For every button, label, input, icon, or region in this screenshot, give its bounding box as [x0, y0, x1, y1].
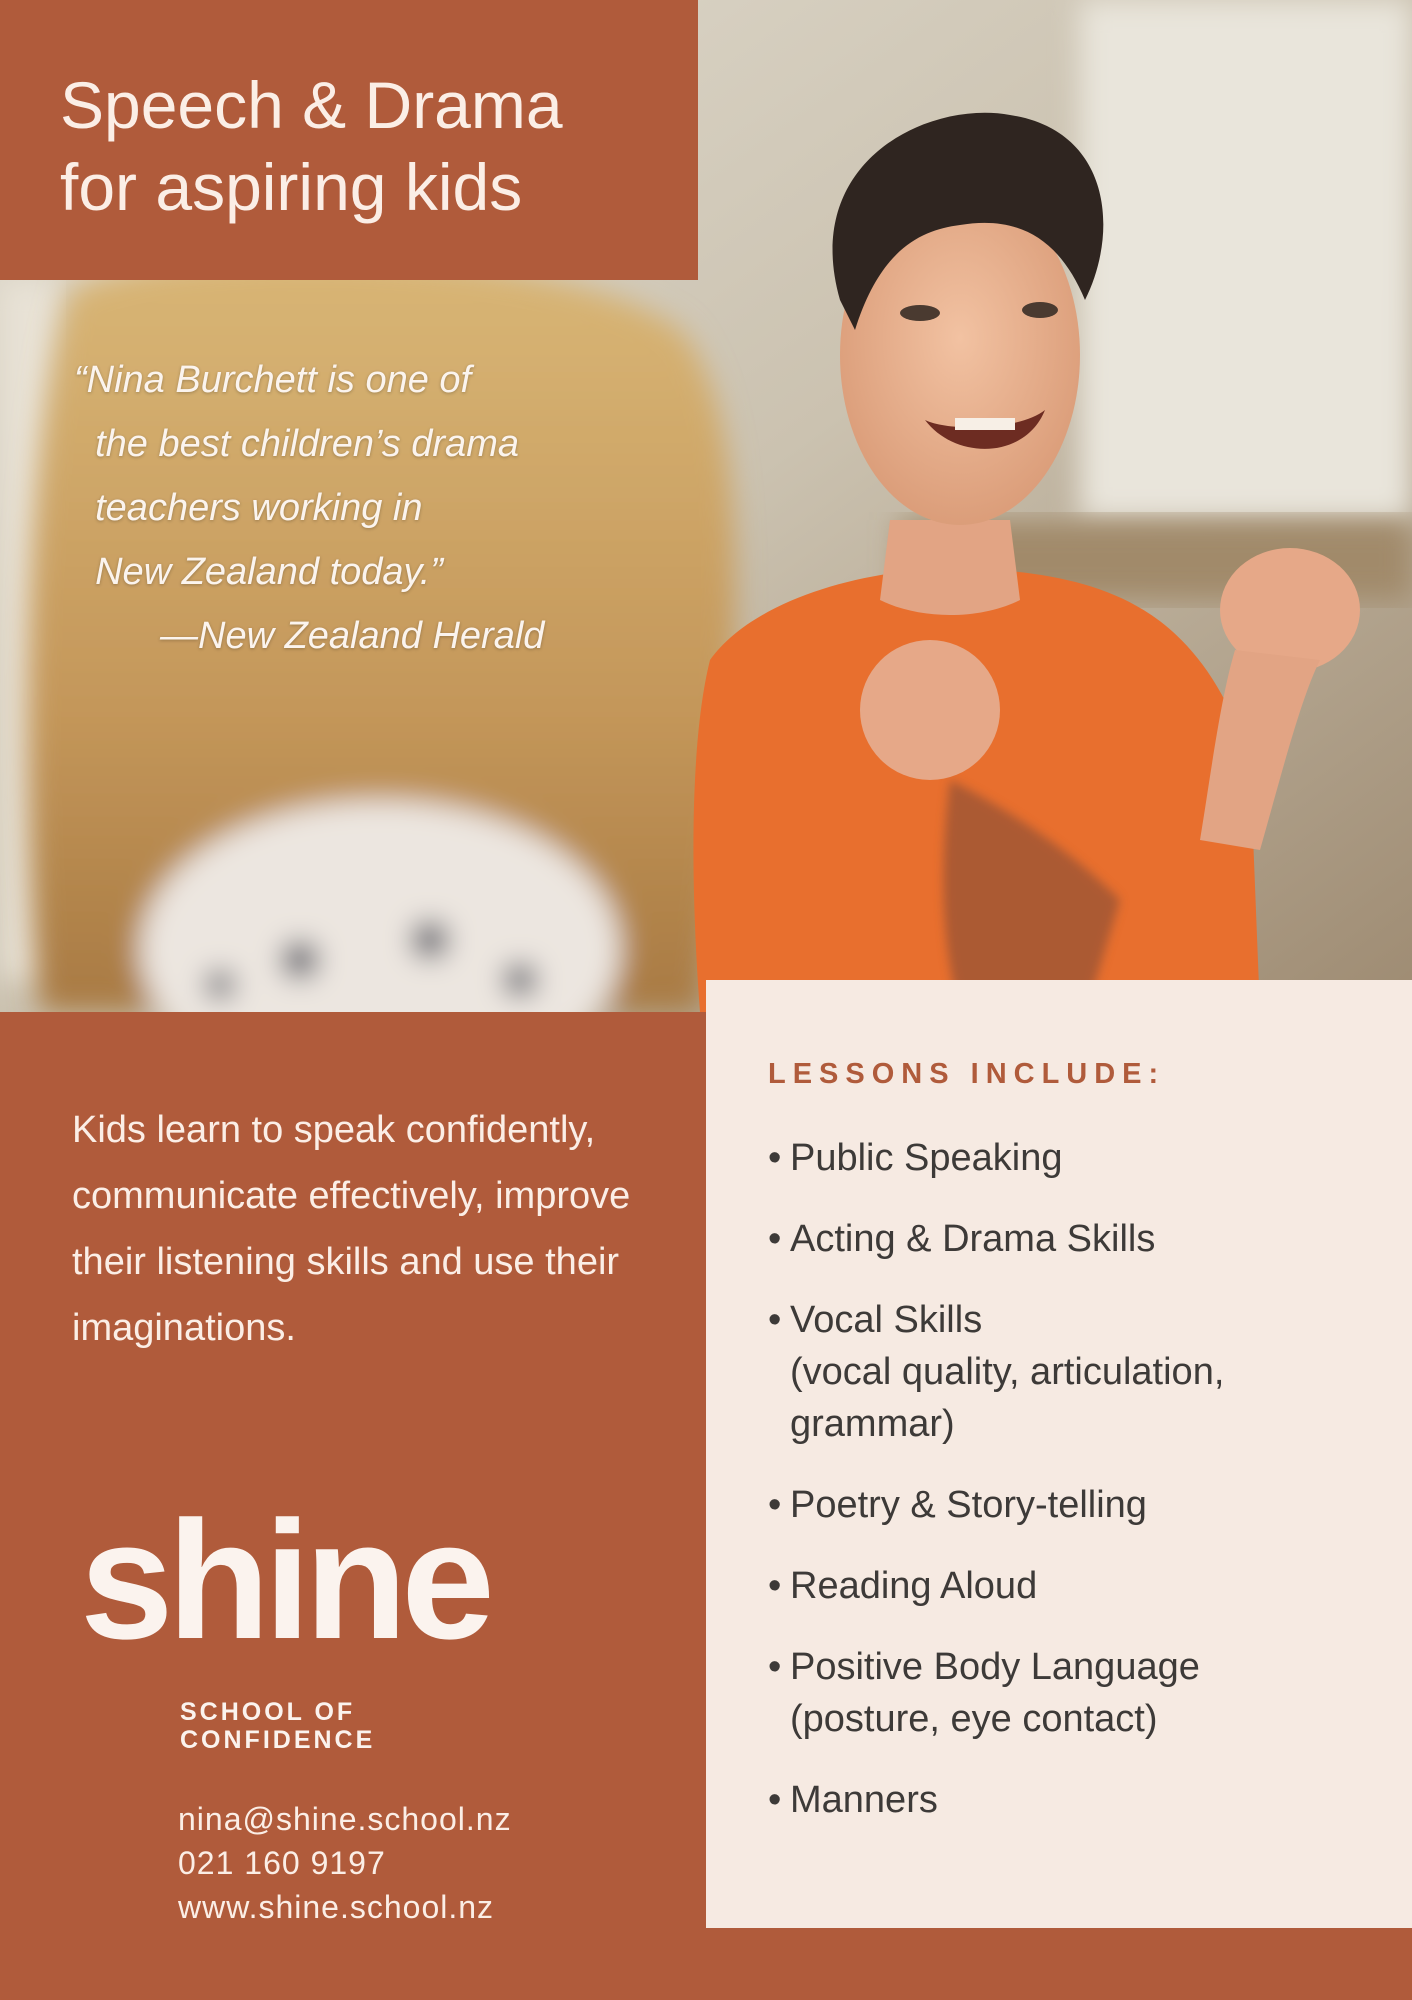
contact-phone[interactable]: 021 160 9197 [178, 1845, 386, 1881]
page-title [60, 64, 563, 228]
contact-website[interactable]: www.shine.school.nz [178, 1889, 495, 1925]
bullet-icon: • [768, 1484, 782, 1526]
list-item [768, 1641, 1388, 1745]
logo-subtitle [180, 1698, 375, 1754]
quote-source: —New Zealand Herald [160, 615, 545, 657]
lessons-heading: LESSONS INCLUDE: [768, 1058, 1166, 1090]
list-item [768, 1213, 1388, 1265]
shine-logo [80, 1486, 560, 1760]
bullet-icon: • [768, 1137, 782, 1179]
lesson-detail: (posture, eye contact) [790, 1698, 1158, 1740]
bullet-icon: • [768, 1565, 782, 1607]
lesson-label: Poetry & Story-telling [790, 1484, 1147, 1526]
list-item [768, 1294, 1388, 1450]
lesson-label: Public Speaking [790, 1137, 1063, 1179]
list-item [768, 1132, 1388, 1184]
logo-wordmark: shine [80, 1486, 489, 1674]
quote-line: New Zealand today.” [74, 551, 443, 593]
lessons-panel [706, 980, 1412, 1928]
logo-subtitle-line: CONFIDENCE [180, 1726, 376, 1754]
lesson-label: Reading Aloud [790, 1565, 1038, 1607]
contact-email[interactable]: nina@shine.school.nz [178, 1801, 512, 1837]
bullet-icon: • [768, 1646, 782, 1688]
bullet-icon: • [768, 1218, 782, 1260]
list-item [768, 1479, 1388, 1531]
lesson-label: Vocal Skills [790, 1299, 983, 1341]
quote-line: “Nina Burchett is one of [74, 359, 472, 401]
list-item [768, 1560, 1388, 1612]
bullet-icon: • [768, 1779, 782, 1821]
quote-line: teachers working in [74, 487, 423, 529]
lesson-label: Positive Body Language [790, 1646, 1200, 1688]
title-line-2: for aspiring kids [60, 150, 523, 224]
title-line-1: Speech & Drama [60, 68, 563, 142]
logo-subtitle-line: SCHOOL OF [180, 1698, 356, 1726]
contact-info [178, 1797, 512, 1929]
quote-line: the best children’s drama [74, 423, 519, 465]
bullet-icon: • [768, 1299, 782, 1341]
lesson-label: Manners [790, 1779, 938, 1821]
intro-text: Kids learn to speak confidently, communicate effectively, improve their listening skills and use their imaginations. [72, 1109, 631, 1349]
title-box [0, 0, 698, 280]
list-item [768, 1774, 1388, 1826]
lessons-list [768, 1132, 1388, 1855]
lesson-label: Acting & Drama Skills [790, 1218, 1156, 1260]
testimonial-quote [74, 348, 654, 668]
lesson-detail: (vocal quality, articulation, grammar) [790, 1351, 1225, 1445]
